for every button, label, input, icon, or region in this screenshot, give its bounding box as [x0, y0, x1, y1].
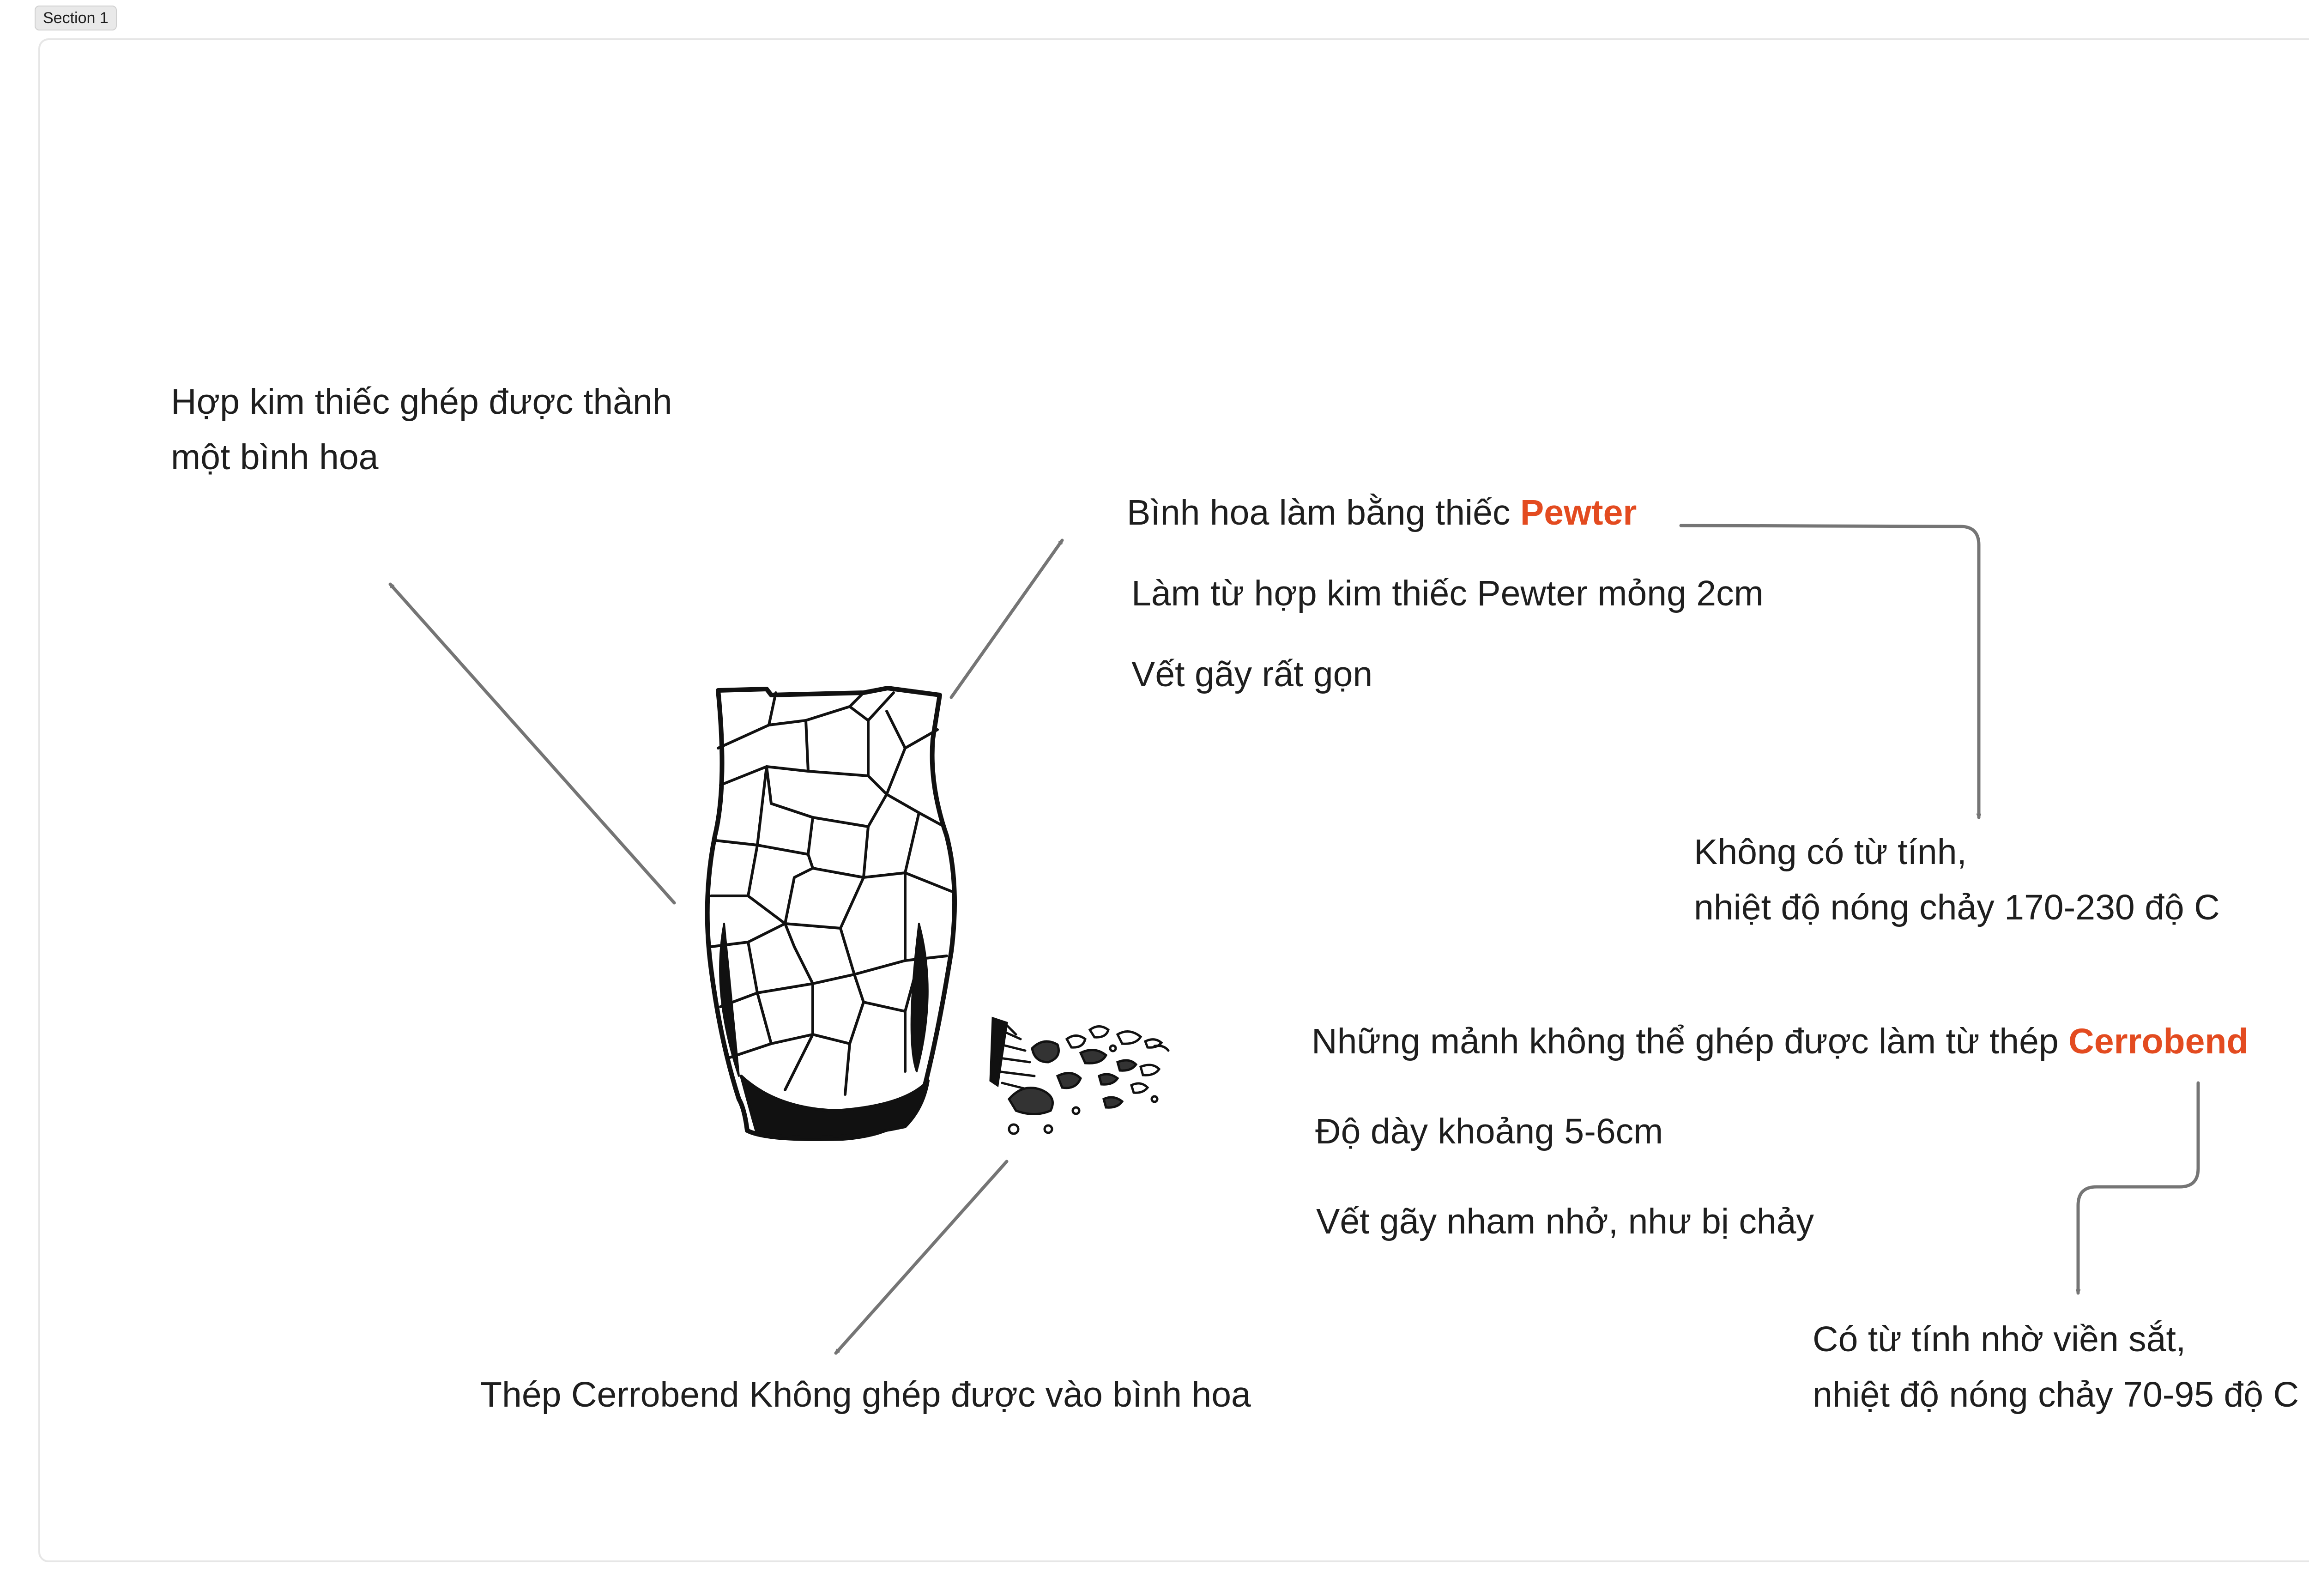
top-left-label-line2: một bình hoa — [171, 437, 379, 477]
cracked-vase-illustration — [707, 688, 955, 1139]
cerrobend-name-highlight: Cerrobend — [2068, 1022, 2249, 1061]
cerrobend-title — [1312, 1014, 2248, 1069]
pewter-note-line2: nhiệt độ nóng chảy 170-230 độ C — [1694, 888, 2220, 927]
pewter-title-prefix: Bình hoa làm bằng thiếc — [1127, 493, 1520, 532]
metal-fragments-illustration — [991, 1018, 1168, 1134]
arrow-to-bottom-label — [836, 1161, 1007, 1353]
pewter-detail-fracture: Vết gãy rất gọn — [1131, 654, 1373, 694]
arrow-to-pewter-label — [951, 540, 1062, 697]
arrow-to-top-left-label — [390, 584, 674, 903]
cerrobend-note — [1813, 1312, 2299, 1422]
cerrobend-note-line1: Có từ tính nhờ viền sắt, — [1813, 1319, 2186, 1359]
pewter-name-highlight: Pewter — [1520, 493, 1637, 532]
top-left-label — [171, 374, 672, 485]
pewter-detail-thickness: Làm từ hợp kim thiếc Pewter mỏng 2cm — [1131, 574, 1764, 613]
section-label[interactable]: Section 1 — [35, 6, 117, 30]
cerrobend-title-prefix: Những mảnh không thể ghép được làm từ thép — [1312, 1022, 2069, 1061]
bottom-label: Thép Cerrobend Không ghép được vào bình hoa — [480, 1375, 1251, 1415]
pewter-note-line1: Không có từ tính, — [1694, 832, 1967, 872]
connector-cerrobend-to-note — [2078, 1083, 2198, 1293]
pewter-title — [1127, 485, 1637, 540]
cerrobend-detail-thickness: Độ dày khoảng 5-6cm — [1315, 1112, 1663, 1151]
pewter-note — [1694, 824, 2220, 935]
top-left-label-line1: Hợp kim thiếc ghép được thành — [171, 382, 672, 422]
cerrobend-detail-fracture: Vết gãy nham nhở, như bị chảy — [1316, 1202, 1814, 1241]
cerrobend-note-line2: nhiệt độ nóng chảy 70-95 độ C — [1813, 1375, 2299, 1415]
